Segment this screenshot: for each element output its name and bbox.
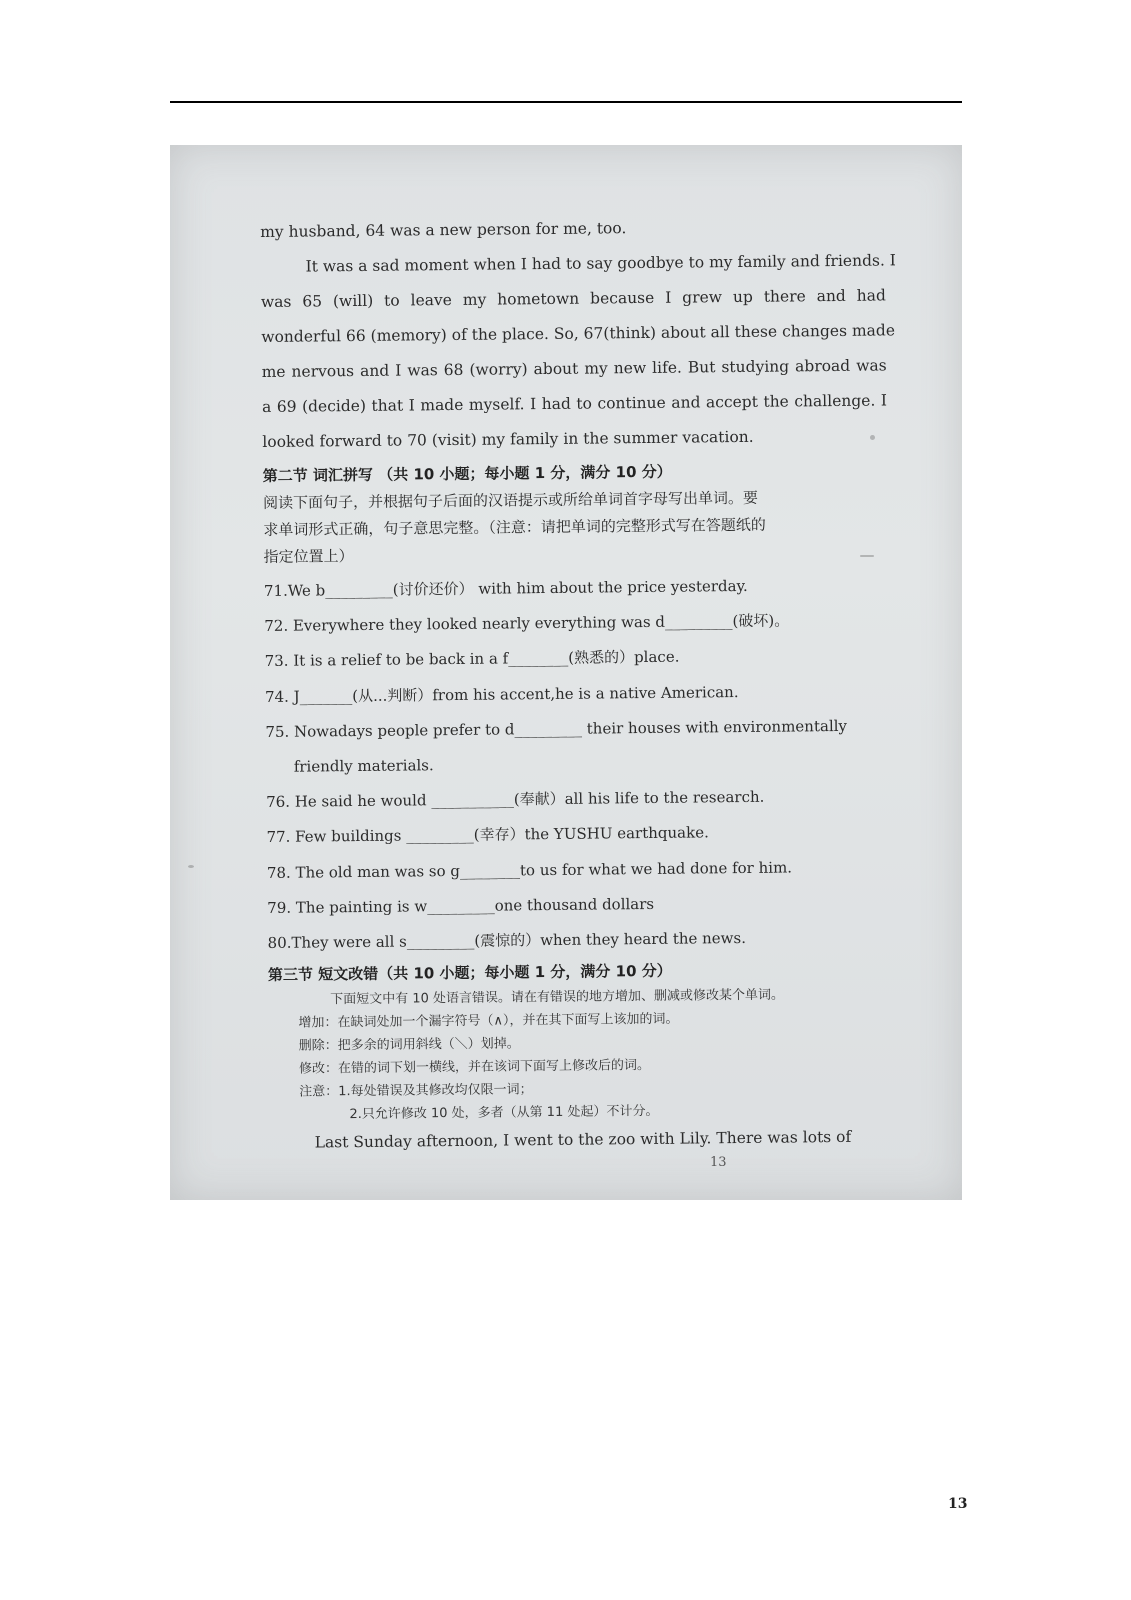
speck: [188, 865, 194, 868]
vocab-item: 72. Everywhere they looked nearly everything was d_________(破坏)。: [264, 611, 790, 636]
section2-instruction: 求单词形式正确，句子意思完整。（注意：请把单词的完整形式写在答题纸的: [263, 515, 766, 539]
passage-line: wonderful 66 (memory) of the place. So, 67(think) about all these changes made: [261, 321, 896, 346]
scanned-exam-photo: [170, 145, 962, 1200]
passage-line: me nervous and I was 68 (worry) about my new life. But studying abroad was: [261, 356, 887, 381]
section3-instruction: 注意：1.每处错误及其修改均仅限一词；: [299, 1082, 533, 1100]
vocab-item: 78. The old man was so g________to us for what we had done for him.: [266, 858, 793, 882]
passage-line: It was a sad moment when I had to say goodbye to my family and friends. I: [305, 251, 896, 276]
section3-instruction: 2.只允许修改 10 处，多者（从第 11 处起）不计分。: [349, 1104, 659, 1123]
passage-line: looked forward to 70 (visit) my family in the summer vacation.: [262, 427, 754, 451]
section3-instruction: 删除：把多余的词用斜线（＼）划掉。: [298, 1036, 520, 1054]
passage-line: a 69 (decide) that I made myself. I had to continue and accept the challenge. I: [261, 391, 888, 416]
vocab-item: 77. Few buildings _________(幸存）the YUSHU earthquake.: [266, 823, 709, 847]
passage-line: my husband, 64 was a new person for me, too.: [260, 219, 627, 241]
section2-instruction: 指定位置上）: [263, 547, 354, 566]
section3-instruction: 修改：在错的词下划一横线，并在该词下面写上修改后的词。: [298, 1058, 651, 1077]
vocab-item-continuation: friendly materials.: [293, 756, 434, 776]
section3-instruction: 增加：在缺词处加一个漏字符号（∧），并在其下面写上该加的词。: [298, 1011, 679, 1031]
vocab-item: 71.We b_________(讨价还价） with him about the price yesterday.: [263, 576, 748, 600]
vocab-item: 80.They were all s_________(震惊的）when they heard the news.: [267, 928, 747, 952]
vocab-item: 79. The painting is w_________one thousand dollars: [267, 894, 655, 917]
page-number: 13: [948, 1496, 968, 1512]
section2-heading: 第二节 词汇拼写 （共 10 小题；每小题 1 分，满分 10 分）: [262, 462, 672, 485]
exam-content: [260, 208, 895, 1159]
section3-instruction: 下面短文中有 10 处语言错误。请在有错误的地方增加、删减或修改某个单词。: [330, 987, 785, 1008]
vocab-item: 73. It is a relief to be back in a f________(熟悉的）place.: [264, 648, 680, 671]
section2-instruction: 阅读下面句子，并根据句子后面的汉语提示或所给单词首字母写出单词。要: [262, 488, 759, 512]
vocab-item: 74. J_______(从...判断）from his accent,he is a native American.: [264, 682, 739, 706]
section3-passage-start: Last Sunday afternoon, I went to the zoo with Lily. There was lots of: [314, 1128, 852, 1152]
section3-heading: 第三节 短文改错（共 10 小题；每小题 1 分，满分 10 分）: [267, 961, 672, 985]
passage-line: was 65 (will) to leave my hometown because I grew up there and had: [260, 286, 886, 311]
vocab-item: 75. Nowadays people prefer to d_________ their houses with environmentally: [265, 716, 848, 741]
header-rule: [170, 101, 962, 103]
photo-page-number: 13: [710, 1155, 727, 1170]
vocab-item: 76. He said he would ___________(奉献）all his life to the research.: [266, 787, 765, 812]
